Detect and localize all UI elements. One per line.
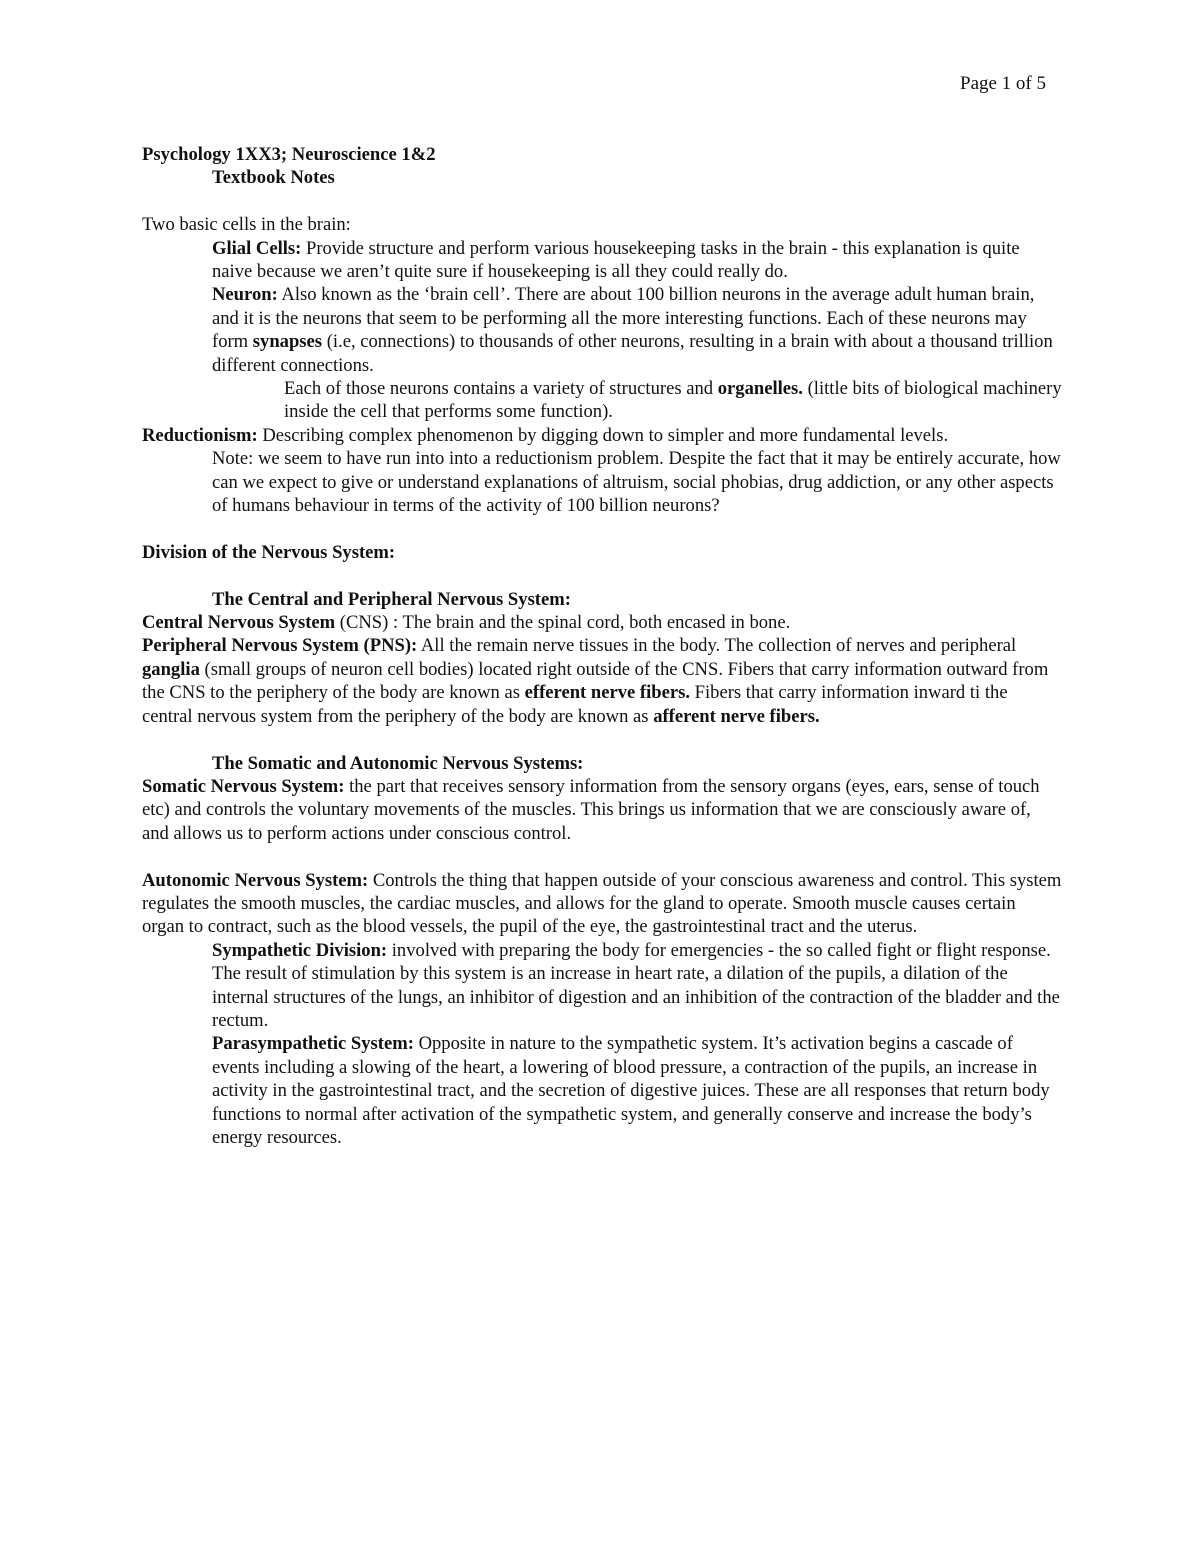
parasympathetic-term: Parasympathetic System: bbox=[212, 1033, 414, 1055]
page-number: Page 1 of 5 bbox=[960, 73, 1047, 94]
neuron-paragraph bbox=[142, 283, 1062, 377]
glial-paragraph bbox=[142, 237, 1062, 284]
pns-paragraph bbox=[142, 634, 1062, 728]
pns-text-1: All the remain nerve tissues in the body. The collection of nerves and peripheral bbox=[417, 635, 1017, 657]
spacer bbox=[142, 845, 1062, 868]
efferent-term: efferent nerve fibers. bbox=[524, 682, 691, 704]
glial-text: Provide structure and perform various housekeeping tasks in the brain - this explanation is quite naive because we aren’t quite sure if housekeeping is all they could really do. bbox=[212, 237, 1020, 283]
spacer bbox=[142, 564, 1062, 587]
somatic-text: the part that receives sensory information from the sensory organs (eyes, ears, sense of touch etc) and controls the voluntary movements of the muscles. This brings us information that we are consciously aware of, and allows us to perform actions under conscious control. bbox=[142, 775, 1040, 844]
course-title-text: Psychology 1XX3; Neuroscience 1&2 bbox=[142, 144, 436, 165]
synapses-term: synapses bbox=[252, 331, 323, 353]
autonomic-term: Autonomic Nervous System: bbox=[142, 869, 369, 891]
document-body bbox=[142, 143, 1062, 1149]
parasympathetic-paragraph bbox=[142, 1032, 1062, 1149]
organelles-paragraph bbox=[142, 377, 1062, 424]
cns-pns-heading bbox=[142, 588, 1062, 611]
reductionism-paragraph bbox=[142, 424, 1062, 447]
organelles-text-2: (little bits of biological machinery inside the cell that performs some function). bbox=[284, 378, 1062, 423]
organelles-text-1: Each of those neurons contains a variety of structures and bbox=[284, 378, 718, 400]
cns-text: (CNS) : The brain and the spinal cord, both encased in bone. bbox=[335, 612, 791, 634]
division-heading bbox=[142, 541, 1062, 564]
cns-pns-heading-text: The Central and Peripheral Nervous System: bbox=[212, 588, 571, 610]
autonomic-text: Controls the thing that happen outside of your conscious awareness and control. This system regulates the smooth muscles, the cardiac muscles, and allows for the gland to operate. Smooth muscle causes certain organ to contract, such as the blood vessels, the pupil of the eye, the gastrointestinal tract and the uterus. bbox=[142, 869, 1062, 938]
pns-term: Peripheral Nervous System (PNS): bbox=[142, 635, 418, 657]
ganglia-term: ganglia bbox=[142, 658, 200, 680]
somatic-autonomic-heading-text: The Somatic and Autonomic Nervous Systems: bbox=[212, 752, 584, 774]
cns-term: Central Nervous System bbox=[142, 612, 336, 634]
somatic-term: Somatic Nervous System: bbox=[142, 775, 345, 797]
neuron-term: Neuron: bbox=[212, 284, 278, 306]
sympathetic-term: Sympathetic Division: bbox=[212, 939, 388, 961]
intro-line: Two basic cells in the brain: bbox=[142, 214, 351, 236]
glial-term: Glial Cells: bbox=[212, 237, 302, 259]
organelles-term: organelles. bbox=[717, 378, 803, 400]
pns-text-3: Fibers that carry information inward ti the central nervous system from the periphery of the body are known as bbox=[142, 682, 1008, 727]
parasympathetic-text: Opposite in nature to the sympathetic system. It’s activation begins a cascade of events including a slowing of the heart, a lowering of blood pressure, a contraction of the pupils, an increase in activity in the gastrointestinal tract, and the secretion of digestive juices. These are all responses that return body functions to normal after activation of the sympathetic system, and generally conserve and increase the body’s energy resources. bbox=[212, 1033, 1050, 1148]
sympathetic-text: involved with preparing the body for emergencies - the so called fight or flight response. The result of stimulation by this system is an increase in heart rate, a dilation of the pupils, a dilation of the internal structures of the lungs, an inhibitor of digestion and an inhibition of the contraction of the bladder and the rectum. bbox=[212, 939, 1060, 1031]
notes-subtitle bbox=[142, 166, 1062, 189]
somatic-autonomic-heading bbox=[142, 752, 1062, 775]
notes-subtitle-text: Textbook Notes bbox=[212, 167, 335, 189]
spacer bbox=[142, 190, 1062, 213]
spacer bbox=[142, 728, 1062, 751]
neuron-text-1: Also known as the ‘brain cell’. There are about 100 billion neurons in the average adult human brain, and it is the neurons that seem to be performing all the more interesting functions. Each of these neurons may form bbox=[212, 284, 1035, 353]
sympathetic-paragraph bbox=[142, 939, 1062, 1033]
autonomic-paragraph bbox=[142, 869, 1062, 939]
course-title bbox=[142, 143, 1062, 166]
cns-paragraph bbox=[142, 611, 1062, 634]
spacer bbox=[142, 517, 1062, 540]
somatic-paragraph bbox=[142, 775, 1062, 845]
pns-text-2: (small groups of neuron cell bodies) located right outside of the CNS. Fibers that carry information outward from the CNS to the periphery of the body are known as bbox=[142, 658, 1049, 704]
reductionism-term: Reductionism: bbox=[142, 424, 258, 446]
reductionism-text: Describing complex phenomenon by digging down to simpler and more fundamental levels. bbox=[257, 424, 949, 446]
division-heading-text: Division of the Nervous System: bbox=[142, 541, 396, 563]
note-paragraph: Note: we seem to have run into into a reductionism problem. Despite the fact that it may be entirely accurate, how can we expect to give or understand explanations of altruism, social phobias, drug addiction, or any other aspects of humans behaviour in terms of the activity of 100 billion neurons? bbox=[212, 448, 1061, 517]
afferent-term: afferent nerve fibers. bbox=[653, 705, 820, 727]
neuron-text-2: (i.e, connections) to thousands of other neurons, resulting in a brain with about a thousand trillion different connections. bbox=[212, 331, 1053, 376]
